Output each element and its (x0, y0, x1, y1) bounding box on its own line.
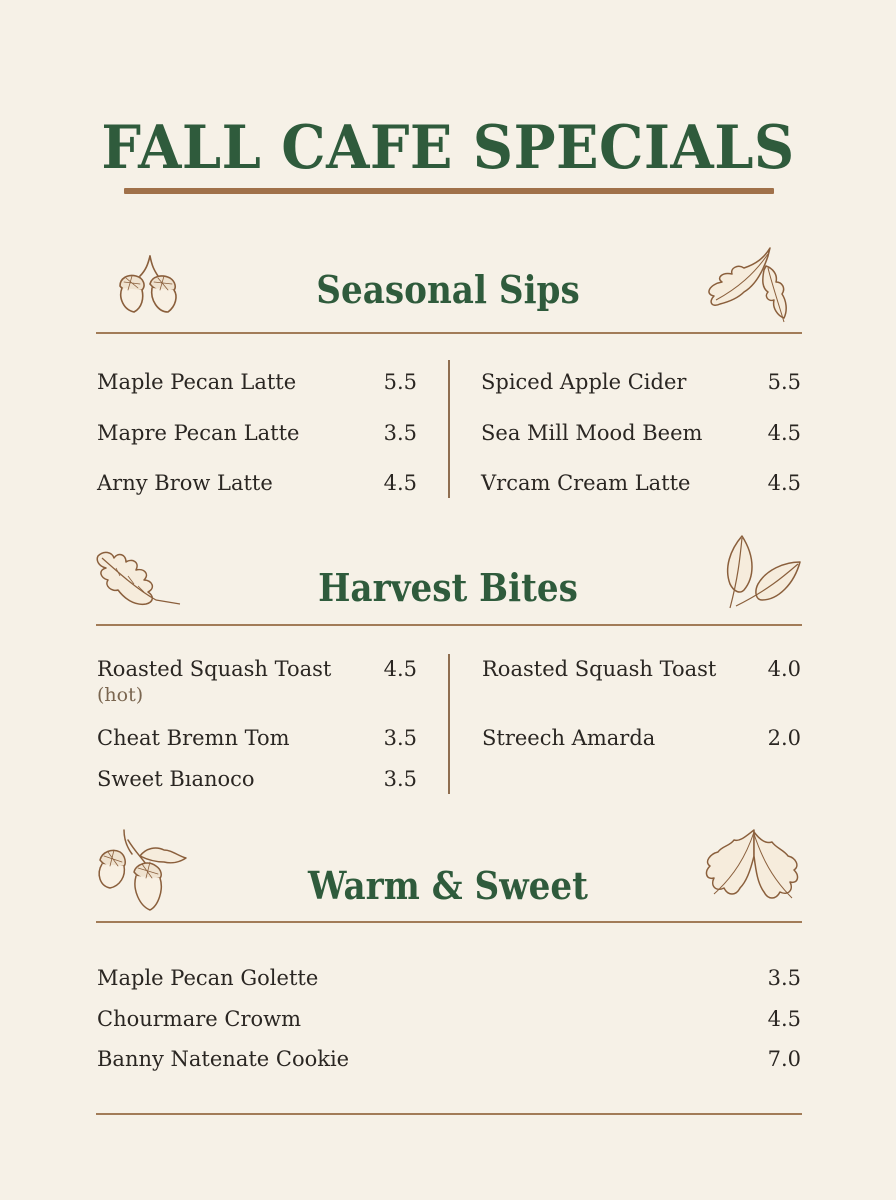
item-price: 4.5 (767, 1007, 801, 1031)
item-price: 5.5 (767, 370, 801, 394)
section-title-harvest-bites: Harvest Bites (318, 565, 578, 610)
item-name: Mapre Pecan Latte (97, 421, 300, 445)
section-divider (96, 332, 802, 334)
item-price: 4.5 (383, 657, 417, 681)
column-divider (448, 360, 450, 498)
item-name: Spiced Apple Cider (481, 370, 687, 394)
item-price: 3.5 (383, 726, 417, 750)
item-price: 3.5 (767, 966, 801, 990)
item-name: Chourmare Crowm (97, 1007, 302, 1031)
item-price: 7.0 (767, 1047, 801, 1071)
item-name: Sea Mill Mood Beem (481, 421, 703, 445)
section-title-warm-sweet: Warm & Sweet (308, 863, 588, 908)
oak-leaves-icon (700, 826, 804, 906)
item-price: 4.5 (767, 421, 801, 445)
section-title-seasonal-sips: Seasonal Sips (316, 267, 580, 312)
item-name: Streech Amarda (482, 726, 656, 750)
two-leaves-icon (724, 534, 804, 612)
item-name: Maple Pecan Latte (97, 370, 297, 394)
item-name: Vrcam Cream Latte (481, 471, 691, 495)
column-divider (448, 654, 450, 794)
item-price: 3.5 (383, 421, 417, 445)
menu-title: FALL CAFE SPECIALS (101, 113, 795, 183)
item-name: Roasted Squash Toast (482, 657, 717, 681)
item-price: 4.5 (383, 471, 417, 495)
item-price: 3.5 (383, 767, 417, 791)
item-name: Cheat Bremn Tom (97, 726, 290, 750)
item-name: Banny Natenate Cookie (97, 1047, 350, 1071)
item-price: 2.0 (767, 726, 801, 750)
oak-leaves-icon (698, 246, 790, 324)
section-divider (96, 624, 802, 626)
item-name: Maple Pecan Golette (97, 966, 319, 990)
section-divider (96, 921, 802, 923)
item-name: Arny Brow Latte (97, 471, 273, 495)
item-name: Sweet Bıanoco (97, 767, 255, 791)
item-price: 4.0 (767, 657, 801, 681)
item-price: 4.5 (767, 471, 801, 495)
item-price: 5.5 (383, 370, 417, 394)
title-underline (124, 188, 774, 194)
item-note: (hot) (97, 684, 144, 706)
item-name: Roasted Squash Toast (97, 657, 332, 681)
bottom-divider (96, 1113, 802, 1115)
